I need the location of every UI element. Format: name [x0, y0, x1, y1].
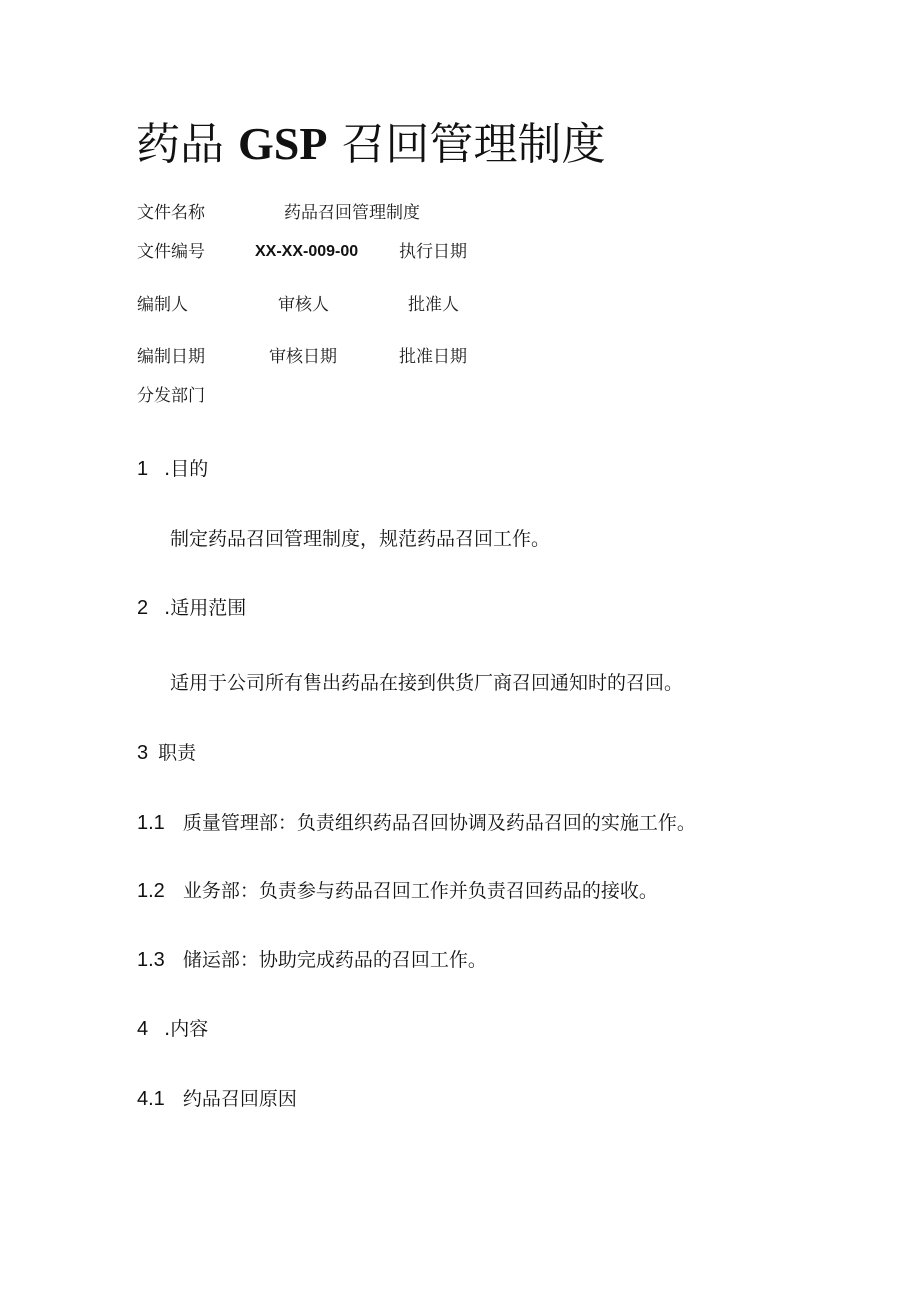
section-heading-content — [137, 1016, 208, 1042]
subsection-number: 1.2 — [137, 880, 165, 902]
review-date-label: 审核日期 — [269, 347, 337, 367]
approve-date-label: 批准日期 — [399, 347, 467, 367]
section-number: 3 — [137, 742, 149, 764]
title-prefix: 药品 — [136, 119, 224, 170]
subsection-recall-reasons — [137, 1086, 297, 1112]
subsection-text: 储运部：协助完成药品的召回工作。 — [182, 949, 487, 971]
approver-label: 批准人 — [408, 295, 459, 315]
paragraph-scope: 适用于公司所有售出药品在接到供货厂商召回通知时的召回。 — [170, 672, 684, 694]
subsection-number: 1.1 — [137, 812, 165, 834]
section-heading-scope — [137, 595, 246, 621]
file-number-value: XX-XX-009-00 — [255, 243, 359, 260]
dist-dept-label: 分发部门 — [137, 386, 205, 406]
section-number: 4 — [137, 1018, 149, 1040]
subsection-text: 约品召回原因 — [182, 1088, 297, 1110]
section-title: .内容 — [164, 1018, 209, 1040]
file-name-label: 文件名称 — [137, 203, 205, 223]
subsection-storage-dept — [137, 947, 487, 973]
exec-date-label: 执行日期 — [399, 242, 467, 262]
section-title: 职责 — [158, 742, 197, 764]
reviewer-label: 审核人 — [278, 295, 329, 315]
section-number: 1 — [137, 458, 149, 480]
subsection-number: 4.1 — [137, 1088, 165, 1110]
subsection-number: 1.3 — [137, 949, 165, 971]
paragraph-purpose: 制定药品召回管理制度，规范药品召回工作。 — [170, 528, 551, 550]
section-number: 2 — [137, 597, 149, 619]
section-heading-purpose — [137, 456, 208, 482]
section-heading-duties — [137, 740, 196, 766]
compiler-label: 编制人 — [137, 295, 188, 315]
subsection-text: 质量管理部：负责组织药品召回协调及药品召回的实施工作。 — [182, 812, 696, 834]
file-name-value: 药品召回管理制度 — [284, 203, 420, 223]
file-number-label: 文件编号 — [137, 242, 205, 262]
section-title: .适用范围 — [164, 597, 247, 619]
title-latin: GSP — [238, 118, 328, 169]
subsection-text: 业务部：负责参与药品召回工作并负责召回药品的接收。 — [182, 880, 658, 902]
subsection-quality-dept — [137, 810, 696, 836]
compile-date-label: 编制日期 — [137, 347, 205, 367]
document-title — [136, 118, 605, 171]
subsection-business-dept — [137, 878, 658, 904]
section-title: .目的 — [164, 458, 209, 480]
title-suffix: 召回管理制度 — [341, 119, 606, 170]
